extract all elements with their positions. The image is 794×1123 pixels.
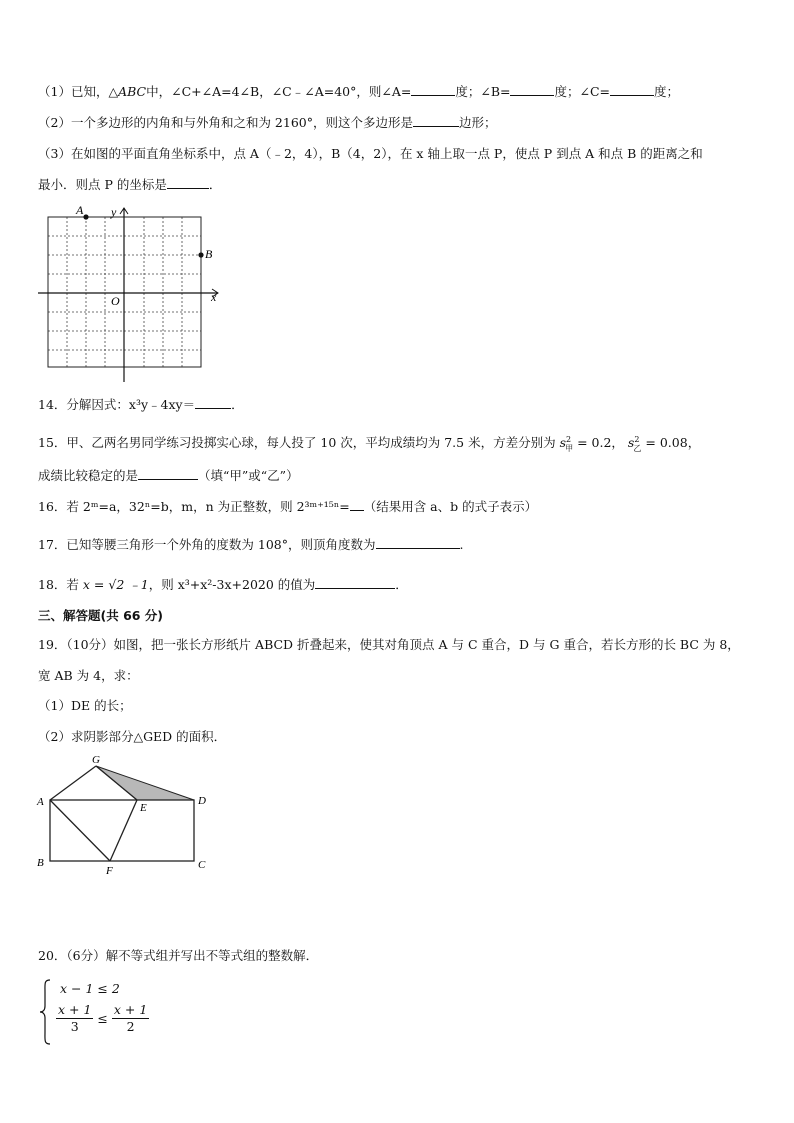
point-b	[198, 252, 203, 257]
label-b: B	[205, 247, 213, 261]
q17	[38, 536, 463, 554]
left-brace-icon	[38, 978, 52, 1046]
answer-blank-angle-b[interactable]	[510, 83, 554, 96]
fraction-left	[56, 1002, 93, 1035]
section-3-title: 三、解答题(共 66 分)	[38, 608, 164, 623]
fraction-right	[112, 1002, 149, 1035]
variance-jia-symbol: s	[559, 435, 566, 451]
q13-part3-line1: （3）在如图的平面直角坐标系中，点 A（﹣2，4），B（4，2），在 x 轴上取一点 P，使点 P 到点 A 和点 B 的距离之和	[38, 146, 703, 161]
answer-blank-value[interactable]	[315, 576, 395, 589]
q13-part2-suffix: 边形；	[459, 115, 497, 130]
rectangle-abcd	[50, 800, 194, 861]
q16	[38, 498, 537, 516]
q13-part2-text: （2）一个多边形的内角和与外角和之和为 2160°，则这个多边形是	[38, 115, 413, 130]
segment-af	[50, 800, 110, 861]
q16-text: 16．若 2ᵐ=a，32ⁿ=b，m，n 为正整数，则 2³ᵐ⁺¹⁵ⁿ=	[38, 499, 350, 514]
q16-suffix: （结果用含 a、b 的式子表示）	[363, 499, 538, 514]
answer-blank-angle-a[interactable]	[411, 83, 455, 96]
q19-sub1: （1）DE 的长；	[38, 698, 132, 713]
q15-line2-text: 成绩比较稳定的是	[38, 468, 139, 483]
q13-part3-suffix: ．	[208, 177, 222, 192]
q18	[38, 576, 408, 594]
answer-blank-factor[interactable]	[195, 396, 231, 409]
answer-blank-apex-angle[interactable]	[376, 536, 460, 549]
label-g: G	[92, 754, 100, 766]
folded-rectangle-figure	[34, 752, 214, 878]
q13-part1-prefix: （1）已知，△	[38, 84, 119, 99]
q18-expression: x = √2 ﹣1	[82, 577, 149, 592]
label-e: E	[140, 802, 147, 814]
answer-blank-stable[interactable]	[138, 467, 198, 480]
q14-suffix: ．	[231, 397, 244, 412]
answer-blank-power[interactable]	[350, 498, 364, 511]
q15-separator: ，	[611, 435, 624, 451]
q13-part1-mid: 中，∠C+∠A=4∠B，∠C﹣∠A=40°，则∠A=	[146, 84, 412, 99]
label-f: F	[106, 865, 113, 877]
q19-line1: 19．（10分）如图，把一张长方形纸片 ABCD 折叠起来，使其对角顶点 A 与 C 重合，D 与 G 重合，若长方形的长 BC 为 8，	[38, 637, 740, 652]
answer-blank-point-p[interactable]	[167, 176, 209, 189]
label-c: C	[198, 859, 206, 871]
label-x-axis: x	[211, 290, 217, 304]
label-d: D	[198, 795, 206, 807]
triangle-abc: ABC	[118, 84, 147, 99]
q13-part1	[38, 83, 679, 101]
point-a	[83, 214, 88, 219]
segment-ef	[110, 800, 137, 861]
q18-mid: ，则 x³+x²-3x+2020 的值为	[148, 577, 316, 592]
answer-blank-polygon[interactable]	[413, 114, 459, 127]
q17-text: 17．已知等腰三角形一个外角的度数为 108°，则顶角度数为	[38, 537, 376, 552]
label-y-axis: y	[111, 205, 117, 219]
label-origin: O	[111, 294, 120, 308]
q15-line2	[38, 467, 299, 485]
q19-line2: 宽 AB 为 4，求：	[38, 668, 139, 683]
q18-prefix: 18．若	[38, 577, 79, 592]
q15-line2-suffix: （填“甲”或“乙”）	[198, 468, 299, 483]
variance-jia-value: = 0.2	[577, 435, 612, 451]
q15-text: 15．甲、乙两名男同学练习投掷实心球，每人投了 10 次，平均成绩均为 7.5 米，方差分别为	[38, 435, 556, 451]
fraction-left-numerator: x + 1	[58, 1002, 92, 1017]
q13-part1-deg1: 度；∠B=	[455, 84, 511, 99]
inequality-2	[56, 1002, 149, 1035]
q18-suffix: ．	[395, 577, 408, 592]
q13-part1-deg3: 度；	[654, 84, 680, 99]
inequality-system	[38, 978, 178, 1046]
label-a-rect: A	[37, 796, 44, 808]
inequality-1: x − 1 ≤ 2	[60, 981, 120, 996]
fraction-right-numerator: x + 1	[113, 1002, 148, 1017]
fraction-left-denominator: 3	[70, 1019, 79, 1034]
q14	[38, 396, 244, 414]
answer-blank-angle-c[interactable]	[610, 83, 654, 96]
q19-sub2: （2）求阴影部分△GED 的面积．	[38, 729, 227, 744]
variance-yi-value: = 0.08	[645, 435, 688, 451]
q13-part1-deg2: 度；∠C=	[554, 84, 610, 99]
q14-text: 14．分解因式：x³y﹣4xy＝	[38, 397, 196, 412]
q13-part3-line2	[38, 176, 221, 194]
variance-jia-sub: 甲	[565, 443, 574, 453]
q17-suffix: .	[459, 537, 464, 552]
q13-part3-text: 最小．则点 P 的坐标是	[38, 177, 167, 192]
label-a: A	[76, 203, 84, 217]
q13-part2	[38, 114, 497, 132]
coordinate-grid-figure	[34, 202, 224, 384]
fraction-right-denominator: 2	[126, 1019, 135, 1034]
variance-yi-sub: 乙	[633, 443, 642, 453]
le-sign: ≤	[97, 1011, 108, 1026]
q15-end: ，	[687, 435, 701, 451]
label-b-rect: B	[37, 857, 44, 869]
variance-yi-symbol: s	[627, 435, 635, 451]
q20-line1: 20．（6分）解不等式组并写出不等式组的整数解．	[38, 948, 319, 963]
q15-line1: 15．甲、乙两名男同学练习投掷实心球，每人投了 10 次，平均成绩均为 7.5 米，方差分别为 $s^2_甲 = 0.2$， $s^2_乙 = 0.08$，	[38, 435, 701, 453]
